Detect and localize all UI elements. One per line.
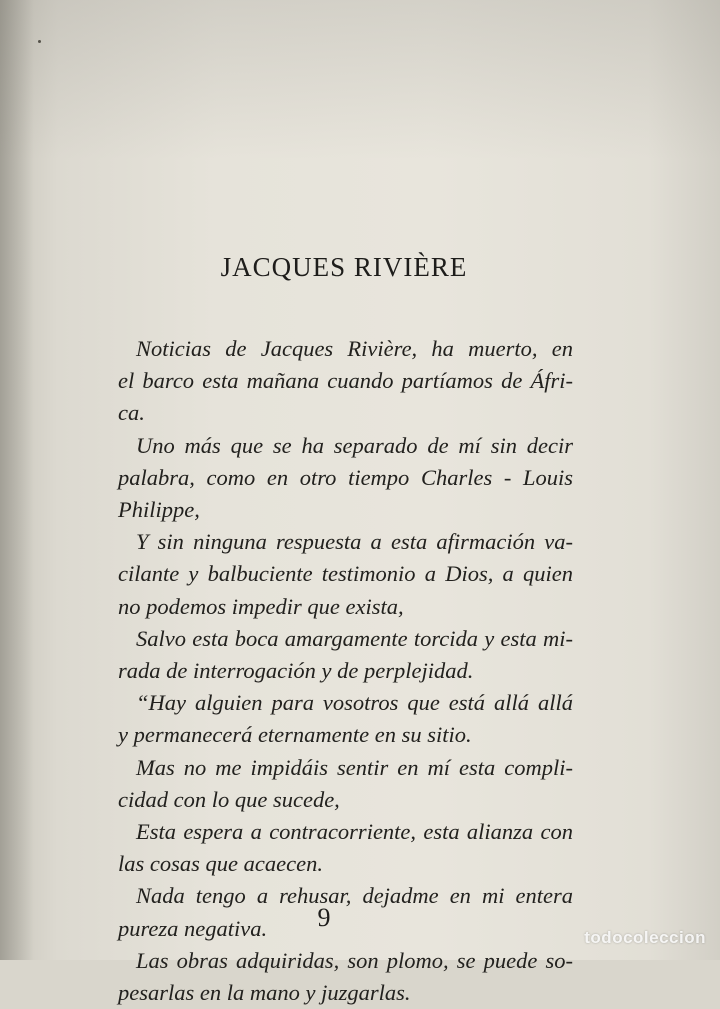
text-line: Philippe, [118,497,200,523]
text-line: Las obras adquiridas, son plomo, se puede so- [136,947,573,973]
text-line: Mas no me impidáis sentir en mí esta compli- [136,754,573,780]
text-line: palabra, como en otro tiempo Charles - Louis [118,464,573,490]
text-line: pesarlas en la mano y juzgarlas. [118,980,411,1006]
text-line: y permanecerá eternamente en su sitio. [118,722,472,748]
text-line: Salvo esta boca amargamente torcida y esta mi- [136,625,573,651]
text-line: pureza negativa. [118,915,268,941]
text-line: rada de interrogación y de perplejidad. [118,658,474,684]
text-line: las cosas que acaecen. [118,851,323,877]
paper-speck [38,40,41,43]
text-line: el barco esta mañana cuando partíamos de Áfri- [118,368,573,394]
watermark-logo: todocoleccion [584,928,706,947]
text-line: Uno más que se ha separado de mí sin decir [136,432,573,458]
text-line: “Hay alguien para vosotros que está allá allá [136,690,573,716]
text-line: Nada tengo a rehusar, dejadme en mi entera [136,883,573,909]
spine-shadow [0,0,34,960]
page-shadow-top [0,0,720,160]
text-line: cidad con lo que sucede, [118,786,340,812]
text-line: Y sin ninguna respuesta a esta afirmación va- [136,529,573,555]
page-number: 9 [317,903,331,932]
text-line: Esta espera a contracorriente, esta alianza con [136,819,573,845]
text-line: Noticias de Jacques Rivière, ha muerto, en [136,336,573,361]
text-line: no podemos impedir que exista, [118,593,404,619]
text-line: cilante y balbuciente testimonio a Dios, a quien [118,561,573,587]
chapter-title: JACQUES RIVIÈRE [220,252,468,282]
text-line: ca. [118,400,145,426]
